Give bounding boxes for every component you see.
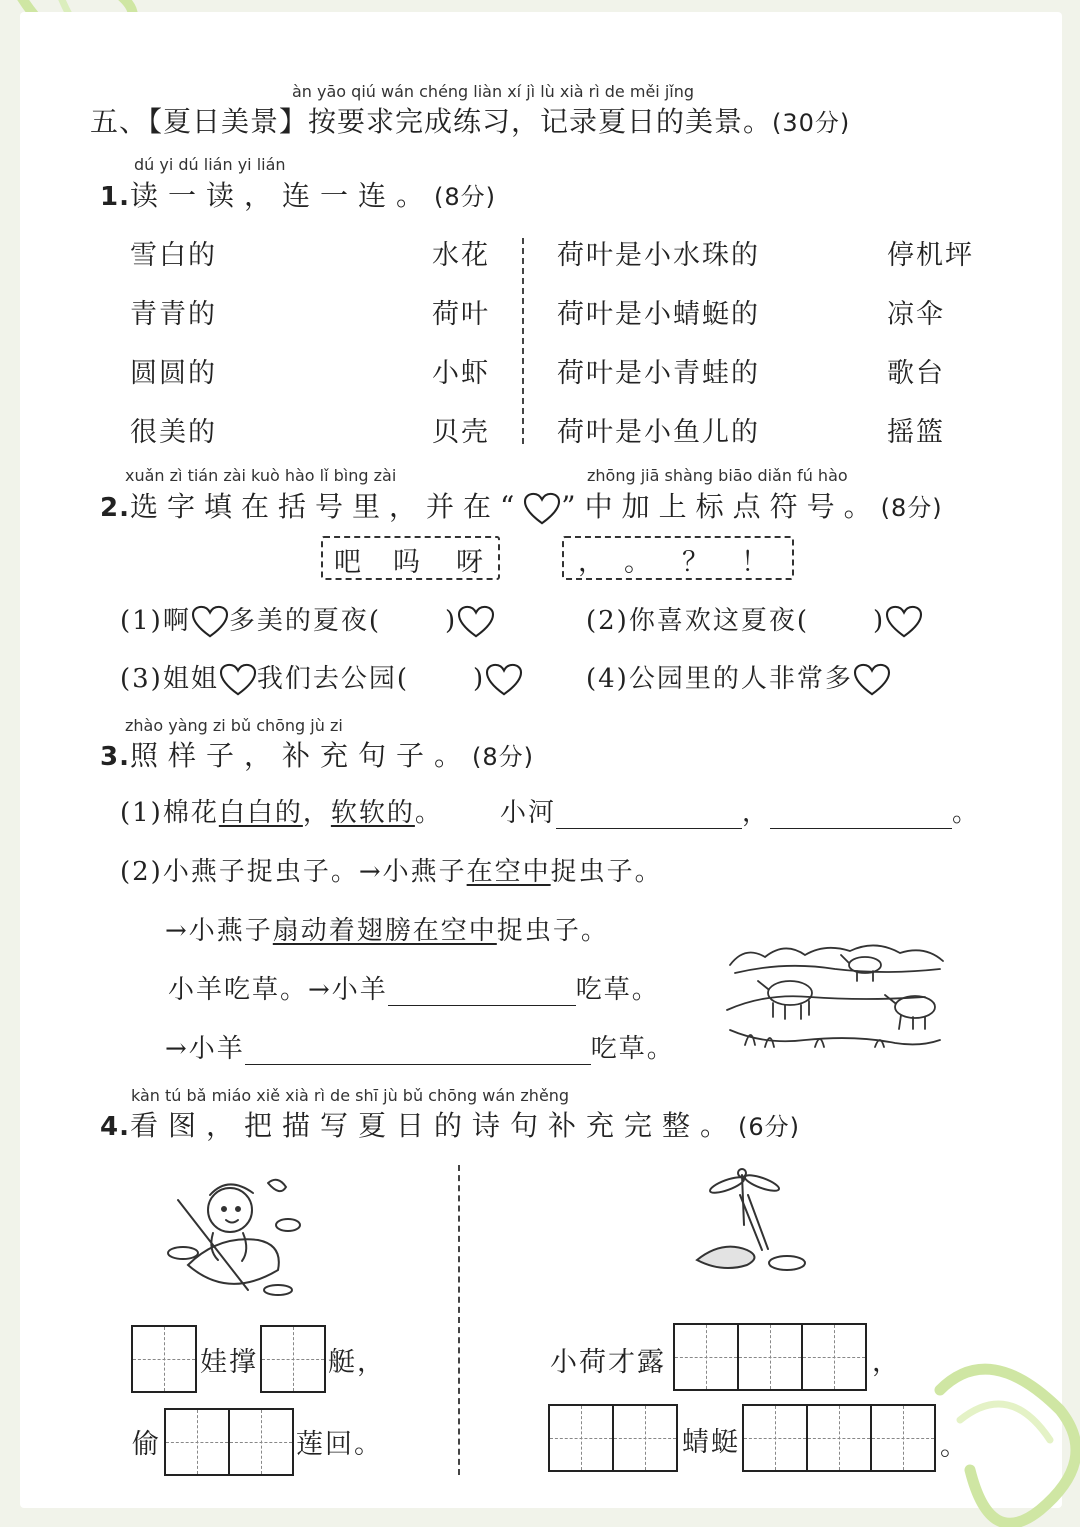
q4-heading (100, 1104, 800, 1144)
q2-mark-2: 。 (624, 547, 653, 578)
q1-divider (522, 238, 524, 444)
q4-right-text-1: 小荷才露 (550, 1347, 666, 1378)
q2-heading (100, 485, 943, 526)
q4-right-text-2: ， (872, 1347, 901, 1378)
writing-cell[interactable] (166, 1410, 228, 1474)
q4-score: (6分) (737, 1113, 800, 1141)
writing-cell[interactable] (133, 1327, 195, 1391)
q1-score: (8分) (433, 183, 496, 211)
q2-item-3-c: ) (473, 664, 486, 694)
q4-right-text-3: 蜻蜓 (682, 1427, 740, 1458)
q3-ex1-pre: (1)棉花 (120, 798, 219, 828)
q3-ex3-pre: →小燕子 (165, 916, 273, 946)
heart-blank-icon[interactable] (853, 663, 891, 697)
q4-left-text-2: 艇， (328, 1347, 386, 1378)
q3-example-2 (120, 851, 663, 888)
q3-score: (8分) (471, 743, 534, 771)
q1-text: 读一读，连一连。 (129, 179, 434, 212)
q2-mark-3: ？ (682, 547, 711, 578)
q4-left-text-3: 偷 (132, 1429, 161, 1460)
q1-right-3[interactable]: 荷叶是小青蛙的 (557, 358, 760, 389)
q1-left-match-2[interactable]: 荷叶 (432, 299, 490, 330)
section-title (90, 100, 850, 140)
q3-ex2-post: 捉虫子。 (550, 857, 663, 887)
q2-char-3: 呀 (456, 547, 485, 578)
q4-right-grid-3[interactable] (742, 1404, 936, 1472)
section-title-text: 五、【夏日美景】按要求完成练习，记录夏日的美景。 (90, 105, 773, 138)
q1-left-match-1[interactable]: 水花 (432, 240, 490, 271)
q1-left-3[interactable]: 圆圆的 (130, 358, 217, 389)
q2-score: (8分) (880, 494, 943, 522)
q4-left-grid-2[interactable] (260, 1325, 326, 1393)
q3-task-1 (500, 792, 980, 829)
q3-example-1 (120, 792, 443, 829)
q3-ex1-end: 。 (414, 798, 443, 828)
q3-ex1-comma: ， (302, 798, 331, 828)
q3-text: 照样子，补充句子。 (129, 739, 472, 772)
q1-right-2[interactable]: 荷叶是小蜻蜓的 (557, 299, 760, 330)
q3-task-1-blank-1[interactable] (556, 798, 742, 829)
q4-text: 看图，把描写夏日的诗句补充完整。 (129, 1109, 738, 1142)
q1-right-match-1[interactable]: 停机坪 (887, 240, 974, 271)
q1-right-match-2[interactable]: 凉伞 (887, 299, 945, 330)
q3-example-3 (165, 910, 609, 947)
q2-mark-4: ！ (741, 547, 770, 578)
q2-item-3-a: (3)姐姐 (120, 664, 219, 694)
q3-task-3-post: 吃草。 (590, 1034, 675, 1064)
q3-ex3-post: 捉虫子。 (496, 916, 609, 946)
q1-left-1[interactable]: 雪白的 (130, 240, 217, 271)
q3-number: 3. (100, 742, 130, 772)
q2-char-1: 吧 (334, 547, 363, 578)
q2-item-4-a: (4)公园里的人非常多 (586, 664, 853, 694)
q1-left-match-3[interactable]: 小虾 (432, 358, 490, 389)
q3-task-1-blank-2[interactable] (770, 798, 952, 829)
q4-right-grid-1[interactable] (673, 1323, 867, 1391)
q3-ex3-underline: 扇动着翅膀在空中 (272, 916, 497, 946)
q4-left-text-1: 娃撑 (200, 1347, 258, 1378)
writing-cell[interactable] (675, 1325, 737, 1389)
writing-cell[interactable] (550, 1406, 612, 1470)
q1-number: 1. (100, 182, 130, 212)
q3-ex1-underline-2: 软软的 (330, 798, 415, 828)
q1-heading (100, 174, 496, 214)
q2-text-b: ”中加上标点符号。 (561, 490, 881, 523)
writing-cell[interactable] (262, 1327, 324, 1391)
writing-cell[interactable] (612, 1406, 676, 1470)
q4-right-grid-2[interactable] (548, 1404, 678, 1472)
q3-ex2-pre: (2)小燕子捉虫子。→小燕子 (120, 857, 467, 887)
q4-right-text-4: 。 (940, 1431, 969, 1462)
writing-cell[interactable] (801, 1325, 865, 1389)
heart-icon (523, 492, 561, 526)
q2-char-2: 吗 (393, 547, 422, 578)
q2-item-3 (120, 658, 523, 697)
q2-mark-1: ， (578, 547, 607, 578)
q4-left-text-4: 莲回。 (296, 1429, 383, 1460)
q2-item-1-c: ) (445, 606, 458, 636)
q4-pinyin: kàn tú bǎ miáo xiě xià rì de shī jù bǔ chōng wán zhěng (131, 1086, 570, 1105)
q2-item-1-b: 多美的夏夜( (228, 606, 381, 636)
q3-heading (100, 734, 534, 774)
heart-blank-icon[interactable] (885, 605, 923, 639)
q3-task-3-blank[interactable] (245, 1034, 591, 1065)
q3-task-2-post: 吃草。 (575, 975, 660, 1005)
q4-divider (458, 1165, 460, 1475)
q1-left-4[interactable]: 很美的 (130, 417, 217, 448)
q1-right-4[interactable]: 荷叶是小鱼儿的 (557, 417, 760, 448)
child-rowing-boat-illustration (158, 1165, 313, 1305)
q3-task-1-stop: 。 (952, 798, 981, 828)
dragonfly-lotus-illustration (692, 1165, 817, 1290)
q2-item-3-b: 我们去公园( (256, 664, 409, 694)
q3-task-1-sep: ， (742, 798, 771, 828)
q1-right-match-3[interactable]: 歌台 (887, 358, 945, 389)
writing-cell[interactable] (744, 1406, 806, 1470)
q2-item-2-c: ) (872, 606, 886, 636)
q3-task-3 (165, 1028, 675, 1065)
q1-left-2[interactable]: 青青的 (130, 299, 217, 330)
q3-pinyin: zhào yàng zi bǔ chōng jù zi (125, 716, 343, 735)
heart-blank-icon[interactable] (191, 605, 229, 639)
q2-number: 2. (100, 493, 130, 523)
heart-blank-icon[interactable] (485, 663, 523, 697)
section-pinyin: àn yāo qiú wán chéng liàn xí jì lù xià rì de měi jǐng (292, 82, 695, 101)
q1-pinyin: dú yi dú lián yi lián (134, 155, 286, 174)
writing-cell[interactable] (806, 1406, 870, 1470)
q3-task-2 (168, 969, 660, 1006)
writing-cell[interactable] (870, 1406, 934, 1470)
q3-task-3-pre: →小羊 (165, 1034, 245, 1064)
q2-item-1 (120, 600, 495, 639)
q3-task-2-pre: 小羊吃草。→小羊 (168, 975, 388, 1005)
q4-number: 4. (100, 1112, 130, 1142)
q3-ex2-underline: 在空中 (466, 857, 551, 887)
q2-pinyin-a: xuǎn zì tián zài kuò hào lǐ bìng zài (125, 466, 397, 485)
q2-item-4 (586, 658, 891, 697)
writing-cell[interactable] (737, 1325, 801, 1389)
q2-item-2 (586, 600, 923, 639)
sheep-grazing-illustration (725, 935, 947, 1050)
q1-right-1[interactable]: 荷叶是小水珠的 (557, 240, 760, 271)
heart-blank-icon[interactable] (457, 605, 495, 639)
q1-left-match-4[interactable]: 贝壳 (432, 417, 490, 448)
q4-left-grid-1[interactable] (131, 1325, 197, 1393)
q2-item-1-a: (1)啊 (120, 606, 191, 636)
section-score: (30分) (772, 109, 851, 137)
q2-pinyin-b: zhōng jiā shàng biāo diǎn fú hào (587, 466, 848, 485)
q2-text-a: 选字填在括号里，并在“ (129, 490, 524, 523)
q2-item-2-a: (2)你喜欢这夏夜( (586, 606, 809, 636)
q3-task-2-blank[interactable] (388, 975, 576, 1006)
writing-cell[interactable] (228, 1410, 292, 1474)
heart-blank-icon[interactable] (219, 663, 257, 697)
q3-task-1-subject: 小河 (500, 798, 557, 828)
q3-ex1-underline-1: 白白的 (218, 798, 303, 828)
q1-right-match-4[interactable]: 摇篮 (887, 417, 945, 448)
q4-left-grid-3[interactable] (164, 1408, 294, 1476)
